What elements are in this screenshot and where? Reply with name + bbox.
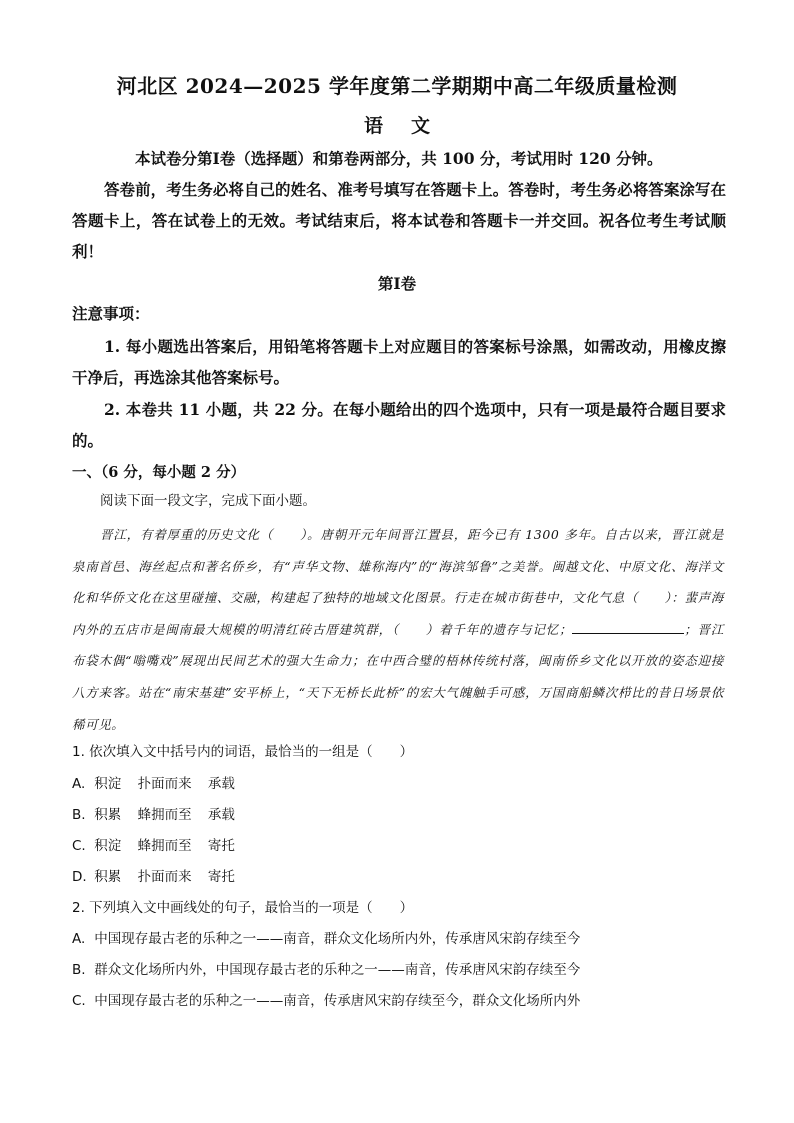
section-title: 第Ⅰ卷 (377, 274, 417, 293)
intro-paragraph: 答卷前，考生务必将自己的姓名、准考号填写在答题卡上。答卷时，考生务必将答案涂写在答题卡上，答在试卷上的无效。考试结束后，将本试卷和答题卡一并交回。祝各位考生考试顺利！ (72, 180, 726, 261)
notes-heading: 注意事项： (72, 304, 150, 323)
part1-heading: 一、（6 分，每小题 2 分） (72, 464, 246, 481)
note-1: 1. 每小题选出答案后，用铅笔将答题卡上对应题目的答案标号涂黑，如需改动，用橡皮擦干净后，再选涂其他答案标号。 (72, 337, 726, 387)
q2-option-c: C. 中国现存最古老的乐种之一——南音，传承唐风宋韵存续至今，群众文化场所内外 (72, 993, 581, 1009)
q1-stem: 1. 依次填入文中括号内的词语，最恰当的一组是（ ） (72, 744, 414, 760)
subject-title: 语文 (363, 115, 458, 137)
q2-stem: 2. 下列填入文中画线处的句子，最恰当的一项是（ ） (72, 900, 414, 916)
q2-option-b: B. 群众文化场所内外，中国现存最古老的乐种之一——南音，传承唐风宋韵存续至今 (72, 962, 581, 978)
exam-title: 河北区 2024—2025 学年度第二学期期中高二年级质量检测 (116, 74, 678, 98)
q1-option-c: C. 积淀 蜂拥而至 寄托 (72, 838, 235, 854)
passage-part-a: 晋江，有着厚重的历史文化（ ）。唐朝开元年间晋江置县，距今已有 1300 多年。自古以来，晋江就是泉南首邑、海丝起点和著名侨乡，有“声华文物、雄称海内”的“海滨邹鲁”之美誉。闽越文化、中原文化、海洋文化和华侨文化在这里碰撞、交融，构建起了独特的地域文化图景。行走在城市街巷中，文化气息（ ）：蜚声海内外的五店市是闽南最大规模的明清红砖古厝建筑群，（ ）着千年的遗存与记忆； (72, 527, 724, 637)
reading-instruction: 阅读下面一段文字，完成下面小题。 (100, 493, 316, 509)
intro-line: 本试卷分第Ⅰ卷（选择题）和第卷两部分，共 100 分，考试用时 120 分钟。 (135, 149, 663, 168)
q1-option-b: B. 积累 蜂拥而至 承载 (72, 807, 235, 823)
q1-option-d: D. 积累 扑面而来 寄托 (72, 869, 235, 885)
q1-option-a: A. 积淀 扑面而来 承载 (72, 776, 235, 792)
note-2: 2. 本卷共 11 小题，共 22 分。在每小题给出的四个选项中，只有一项是最符合题目要求的。 (72, 400, 726, 450)
fill-blank-line (572, 621, 684, 634)
passage-part-b: ；晋江布袋木偶“嗡嘴戏”展现出民间艺术的强大生命力；在中西合璧的梧林传统村落，闽南侨乡文化以开放的姿态迎接八方来客。站在“南宋基建”安平桥上，“天下无桥长此桥”的宏大气魄触手可感，万国商船鳞次栉比的昔日场景依稀可见。 (72, 621, 724, 732)
q2-option-a: A. 中国现存最古老的乐种之一——南音，群众文化场所内外，传承唐风宋韵存续至今 (72, 931, 581, 947)
reading-passage (72, 519, 724, 740)
